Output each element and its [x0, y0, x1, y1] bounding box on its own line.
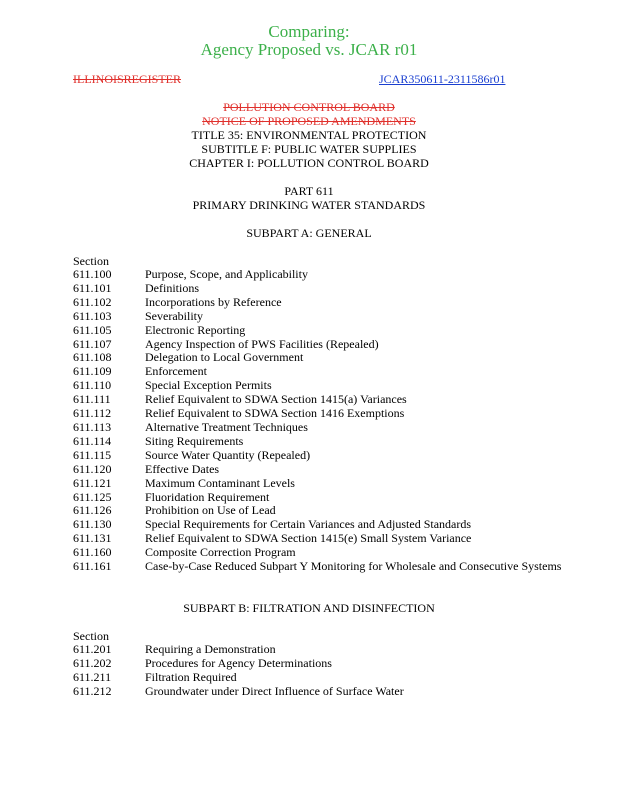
section-title: Severability: [145, 308, 203, 323]
section-number: 611.111: [73, 392, 111, 407]
section-number: 611.201: [73, 642, 112, 656]
section-number: 611.108: [73, 350, 112, 365]
section-number: 611.211: [73, 669, 112, 684]
section-title: Special Requirements for Certain Variances and Adjusted Standards: [145, 517, 472, 532]
section-title: Case-by-Case Reduced Subpart Y Monitoring for Wholesale and Consecutive Systems: [145, 559, 562, 574]
section-number: 611.161: [73, 559, 112, 574]
section-title: Groundwater under Direct Influence of Surface Water: [145, 683, 404, 698]
section-entry: [73, 282, 573, 296]
section-entry: [73, 671, 573, 685]
subtitle-heading: SUBTITLE F: PUBLIC WATER SUPPLIES: [201, 142, 417, 156]
subpart-b-section-list: [73, 643, 573, 699]
section-entry: [73, 310, 573, 324]
section-number: 611.125: [73, 489, 112, 504]
section-entry: [73, 643, 573, 657]
section-title: Relief Equivalent to SDWA Section 1416 Exemptions: [145, 406, 405, 421]
subpart-a-section-list: [73, 268, 573, 574]
section-number: 611.107: [73, 336, 112, 351]
section-number: 611.101: [73, 280, 112, 295]
section-title: Definitions: [145, 280, 199, 295]
register-header-deleted: ILLINOISREGISTER: [73, 72, 181, 86]
section-title: Relief Equivalent to SDWA Section 1415(e) Small System Variance: [145, 531, 472, 546]
section-title: Source Water Quantity (Repealed): [145, 447, 311, 462]
notice-deleted: NOTICE OF PROPOSED AMENDMENTS: [202, 114, 416, 128]
section-entry: [73, 657, 573, 671]
section-entry: [73, 421, 573, 435]
section-entry: [73, 407, 573, 421]
section-title: Relief Equivalent to SDWA Section 1415(a) Variances: [145, 392, 407, 407]
section-entry: [73, 365, 573, 379]
section-number: 611.121: [73, 475, 112, 490]
section-entry: [73, 518, 573, 532]
section-number: 611.112: [73, 406, 112, 421]
section-entry: [73, 379, 573, 393]
section-number: 611.126: [73, 503, 112, 518]
section-title: Electronic Reporting: [145, 322, 246, 337]
section-entry: [73, 546, 573, 560]
section-label-a: Section: [73, 254, 109, 268]
section-number: 611.212: [73, 683, 112, 698]
section-entry: [73, 435, 573, 449]
section-number: 611.160: [73, 545, 112, 560]
section-entry: [73, 560, 573, 574]
section-entry: [73, 296, 573, 310]
section-entry: [73, 685, 573, 699]
section-entry: [73, 532, 573, 546]
section-entry: [73, 449, 573, 463]
section-title: Enforcement: [145, 364, 207, 379]
section-title: Procedures for Agency Determinations: [145, 655, 332, 670]
section-title: Agency Inspection of PWS Facilities (Repealed): [145, 336, 379, 351]
section-entry: [73, 324, 573, 338]
section-entry: [73, 338, 573, 352]
section-number: 611.130: [73, 517, 112, 532]
section-label-b: Section: [73, 629, 109, 643]
section-number: 611.105: [73, 322, 112, 337]
document-id-link[interactable]: JCAR350611-2311586r01: [379, 72, 506, 86]
section-entry: [73, 491, 573, 505]
section-number: 611.109: [73, 364, 112, 379]
part-name-heading: PRIMARY DRINKING WATER STANDARDS: [192, 198, 426, 212]
section-number: 611.102: [73, 294, 112, 309]
section-title: Effective Dates: [145, 461, 220, 476]
section-number: 611.131: [73, 531, 112, 546]
section-title: Alternative Treatment Techniques: [145, 419, 308, 434]
section-title: Composite Correction Program: [145, 545, 296, 560]
section-entry: [73, 268, 573, 282]
chapter-heading: CHAPTER I: POLLUTION CONTROL BOARD: [189, 156, 429, 170]
section-title: Requiring a Demonstration: [145, 642, 276, 656]
section-number: 611.115: [73, 447, 112, 462]
section-entry: [73, 351, 573, 365]
subpart-b-heading: SUBPART B: FILTRATION AND DISINFECTION: [183, 601, 435, 615]
section-number: 611.120: [73, 461, 112, 476]
section-entry: [73, 504, 573, 518]
subpart-a-heading: SUBPART A: GENERAL: [246, 226, 372, 240]
comparison-title-line2: Agency Proposed vs. JCAR r01: [200, 40, 418, 59]
section-number: 611.110: [73, 378, 112, 393]
section-number: 611.202: [73, 655, 112, 670]
comparison-title-line1: Comparing:: [268, 22, 350, 41]
board-name-deleted: POLLUTION CONTROL BOARD: [223, 100, 395, 114]
section-title: Filtration Required: [145, 669, 237, 684]
section-number: 611.114: [73, 433, 112, 448]
part-heading: PART 611: [284, 184, 334, 198]
section-title: Purpose, Scope, and Applicability: [145, 267, 308, 281]
section-title: Delegation to Local Government: [145, 350, 304, 365]
section-number: 611.103: [73, 308, 112, 323]
section-entry: [73, 477, 573, 491]
section-number: 611.113: [73, 419, 112, 434]
section-title: Maximum Contaminant Levels: [145, 475, 295, 490]
section-number: 611.100: [73, 267, 112, 281]
title-heading: TITLE 35: ENVIRONMENTAL PROTECTION: [191, 128, 427, 142]
section-title: Incorporations by Reference: [145, 294, 282, 309]
section-title: Special Exception Permits: [145, 378, 272, 393]
section-entry: [73, 463, 573, 477]
section-entry: [73, 393, 573, 407]
section-title: Siting Requirements: [145, 433, 244, 448]
section-title: Fluoridation Requirement: [145, 489, 270, 504]
section-title: Prohibition on Use of Lead: [145, 503, 276, 518]
